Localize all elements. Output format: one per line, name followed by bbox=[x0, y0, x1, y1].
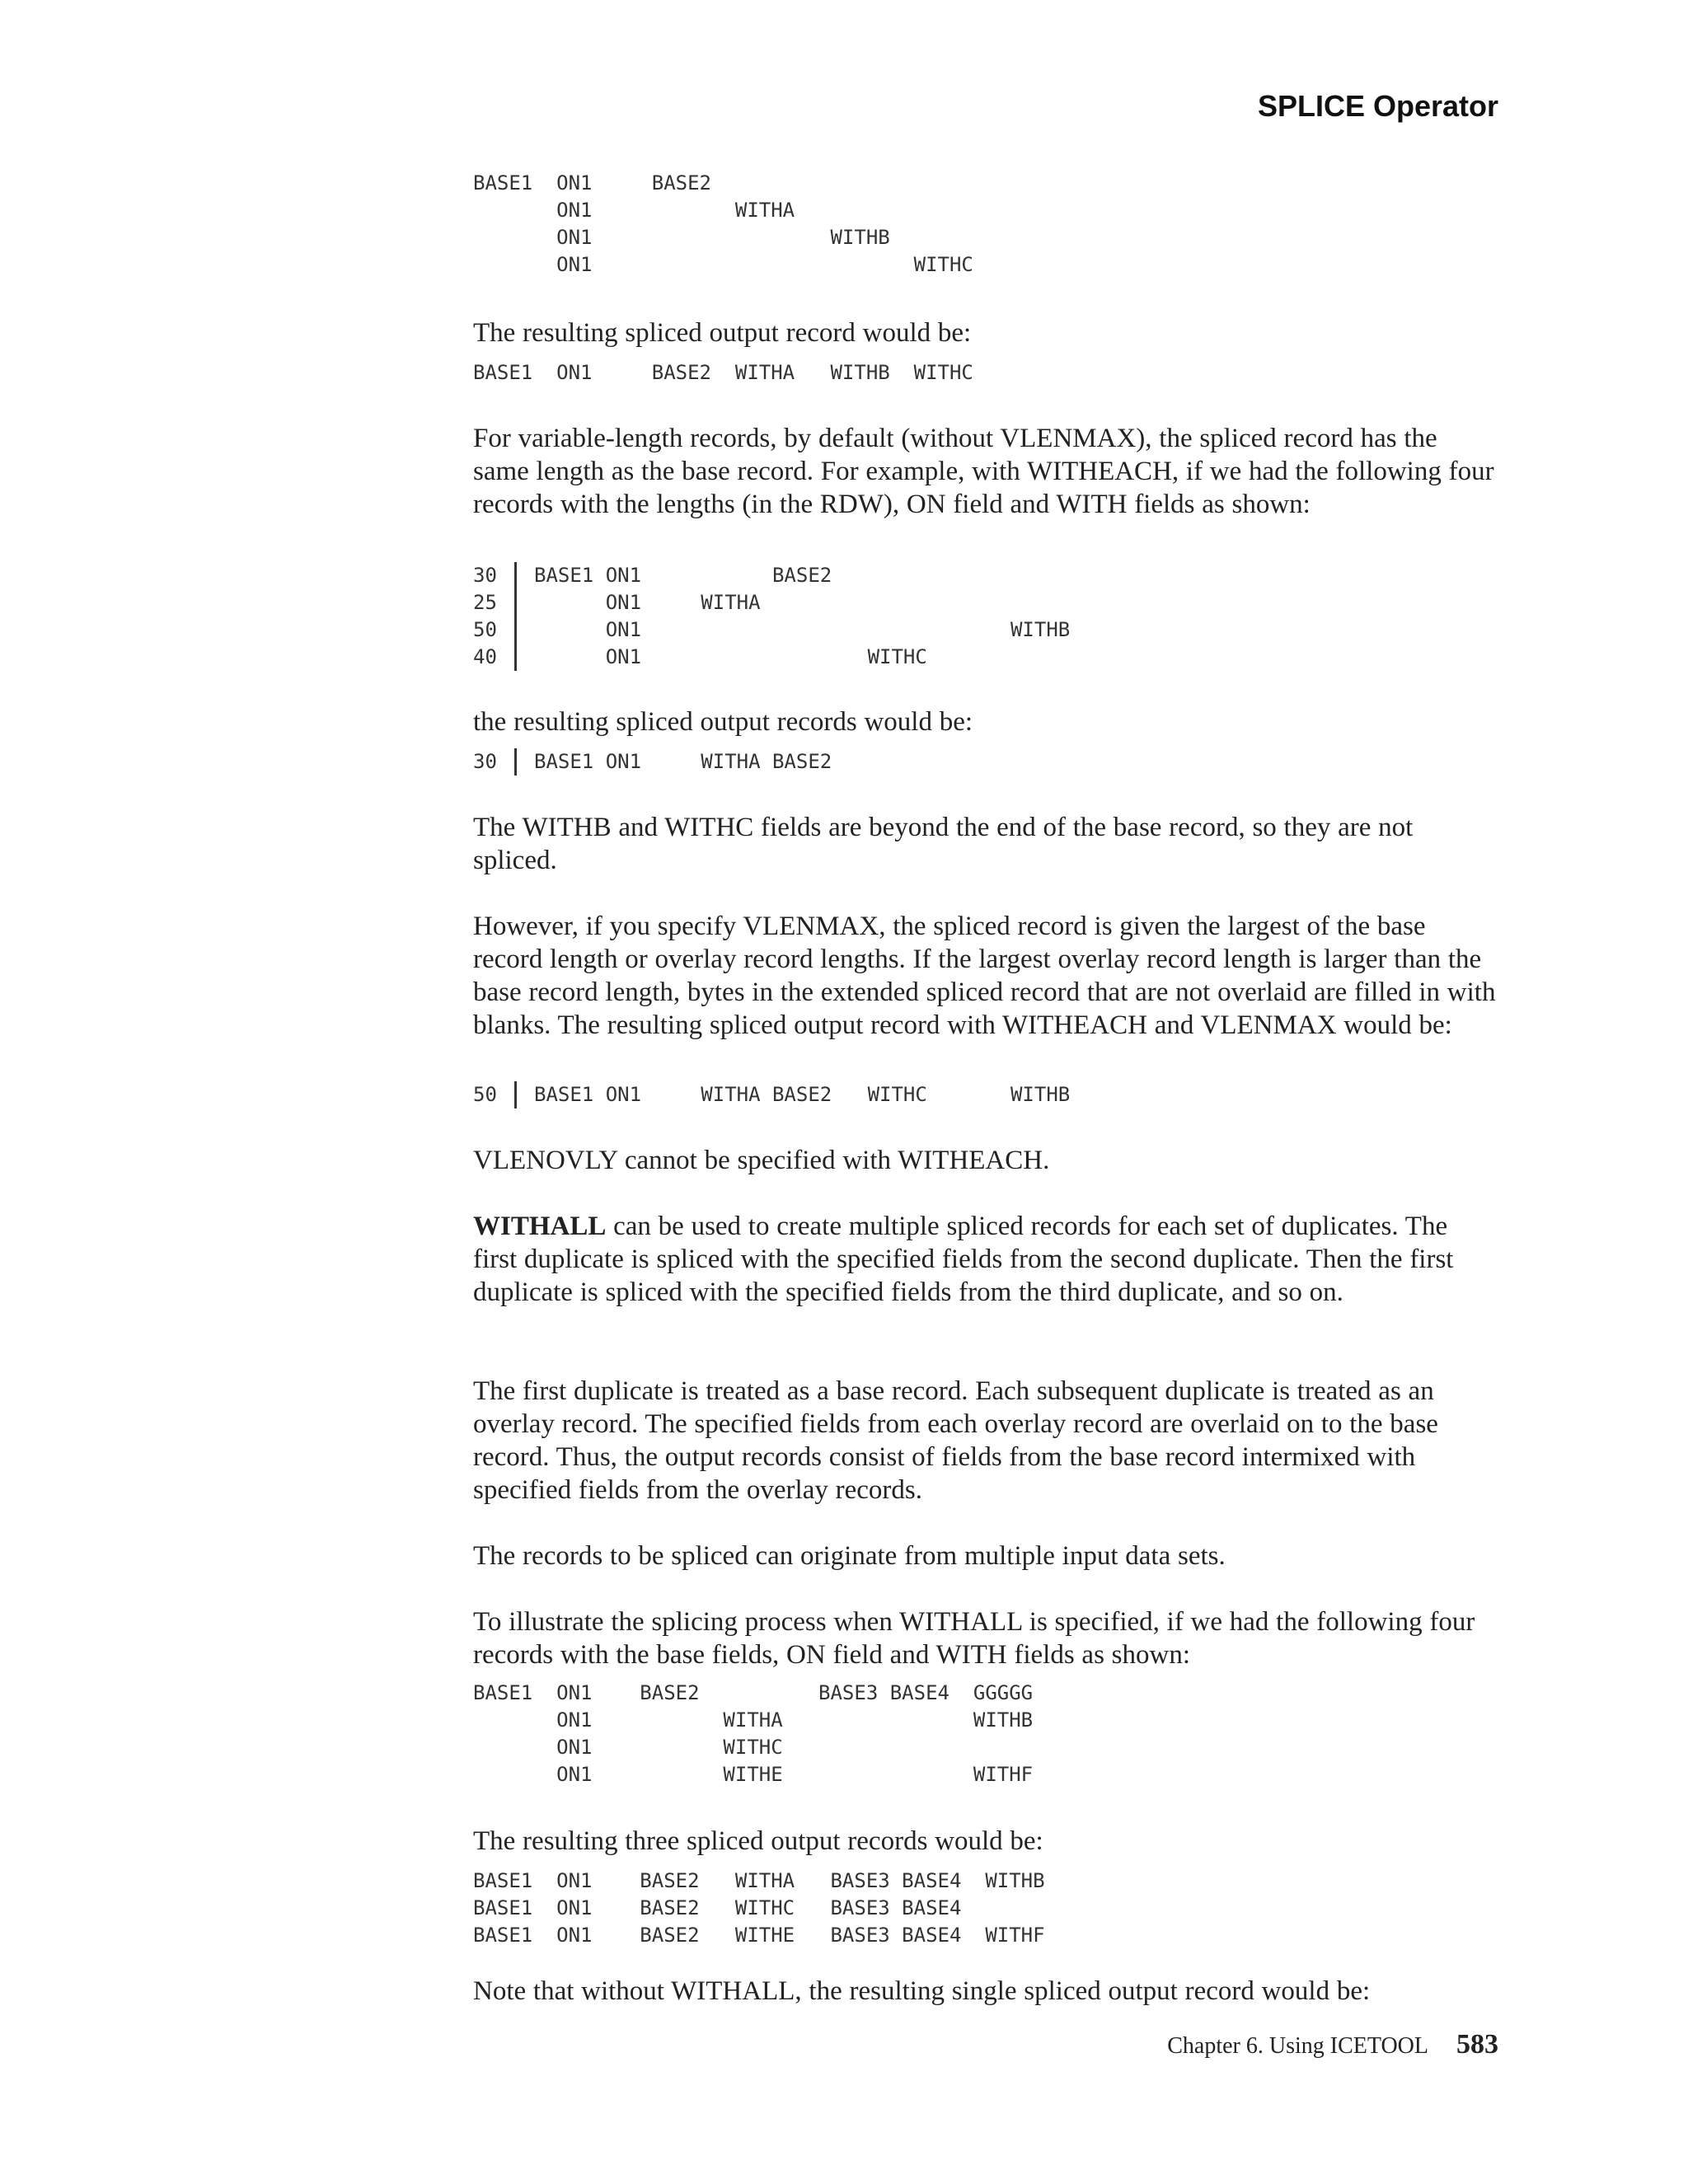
rdw-separator-line bbox=[514, 748, 517, 776]
withall-keyword: WITHALL bbox=[473, 1212, 607, 1241]
rdw-separator-line bbox=[514, 1081, 517, 1108]
paragraph-resulting-records: the resulting spliced output records would be: bbox=[473, 707, 973, 737]
paragraph-vlenmax: However, if you specify VLENMAX, the spliced record is given the largest of the base record length or overlay record lengths. If the largest overlay record length is larger than the base record length, bytes in the extended spliced record that are not overlaid are filled in with blanks. The resulting spliced output record with WITHEACH and VLENMAX would be: bbox=[473, 912, 1496, 1040]
code-example-withall-output: BASE1 ON1 BASE2 WITHA BASE3 BASE4 WITHB BASE1 ON1 BASE2 WITHC BASE3 BASE4 BASE1 ON1 BASE2 WITHE BASE3 BASE4 WITHF bbox=[473, 1869, 1045, 1947]
paragraph-first-duplicate: The first duplicate is treated as a base record. Each subsequent duplicate is treated as an overlay record. The specified fields from each overlay record are overlaid on to the base record. Thus, the output records consist of fields from the base record intermixed with specified fields from the overlay records. bbox=[473, 1376, 1438, 1505]
page-header-title: SPLICE Operator bbox=[1257, 89, 1498, 123]
paragraph-without-withall: Note that without WITHALL, the resulting single spliced output record would be: bbox=[473, 1976, 1371, 2006]
footer-chapter: Chapter 6. Using ICETOOL bbox=[1167, 2033, 1428, 2059]
paragraph-not-spliced: The WITHB and WITHC fields are beyond the end of the base record, so they are not spliced. bbox=[473, 813, 1414, 875]
paragraph-three-records: The resulting three spliced output records would be: bbox=[473, 1826, 1043, 1856]
page-footer bbox=[473, 2029, 1498, 2060]
rdw-length: 50 bbox=[473, 1083, 497, 1106]
rdw-record: BASE1 ON1 WITHA BASE2 bbox=[534, 750, 832, 773]
rdw-separator-line bbox=[514, 562, 517, 671]
rdw-lengths: 30 25 50 40 bbox=[473, 564, 497, 668]
paragraph-multiple-inputs: The records to be spliced can originate from multiple input data sets. bbox=[473, 1541, 1226, 1571]
code-example-spliced-record: BASE1 ON1 BASE2 WITHA WITHB WITHC bbox=[473, 361, 973, 384]
paragraph-illustrate-withall: To illustrate the splicing process when WITHALL is specified, if we had the following four records with the base fields, ON field and WITH fields as shown: bbox=[473, 1607, 1475, 1670]
code-example-withall-input: BASE1 ON1 BASE2 BASE3 BASE4 GGGGG ON1 WITHA WITHB ON1 WITHC ON1 WITHE WITHF bbox=[473, 1681, 1034, 1786]
page-number: 583 bbox=[1456, 2029, 1498, 2060]
withall-description: can be used to create multiple spliced records for each set of duplicates. The first duplicate is spliced with the specified fields from the second duplicate. Then the first duplicate is spliced with the specified fields from the third duplicate, and so on. bbox=[473, 1212, 1454, 1307]
rdw-record: BASE1 ON1 WITHA BASE2 WITHC WITHB bbox=[534, 1083, 1071, 1106]
rdw-length: 30 bbox=[473, 750, 497, 773]
paragraph-withall bbox=[473, 1210, 1498, 1309]
paragraph-variable-length: For variable-length records, by default (without VLENMAX), the spliced record has the same length as the base record. For example, with WITHEACH, if we had the following four records with the lengths (in the RDW), ON field and WITH fields as shown: bbox=[473, 424, 1494, 519]
rdw-records: BASE1 ON1 BASE2 ON1 WITHA ON1 WITHB ON1 WITHC bbox=[534, 564, 1071, 668]
code-example-input-records: BASE1 ON1 BASE2 ON1 WITHA ON1 WITHB ON1 WITHC bbox=[473, 171, 973, 276]
paragraph-vlenovly: VLENOVLY cannot be specified with WITHEACH. bbox=[473, 1146, 1050, 1175]
paragraph-resulting-record: The resulting spliced output record would be: bbox=[473, 318, 972, 348]
